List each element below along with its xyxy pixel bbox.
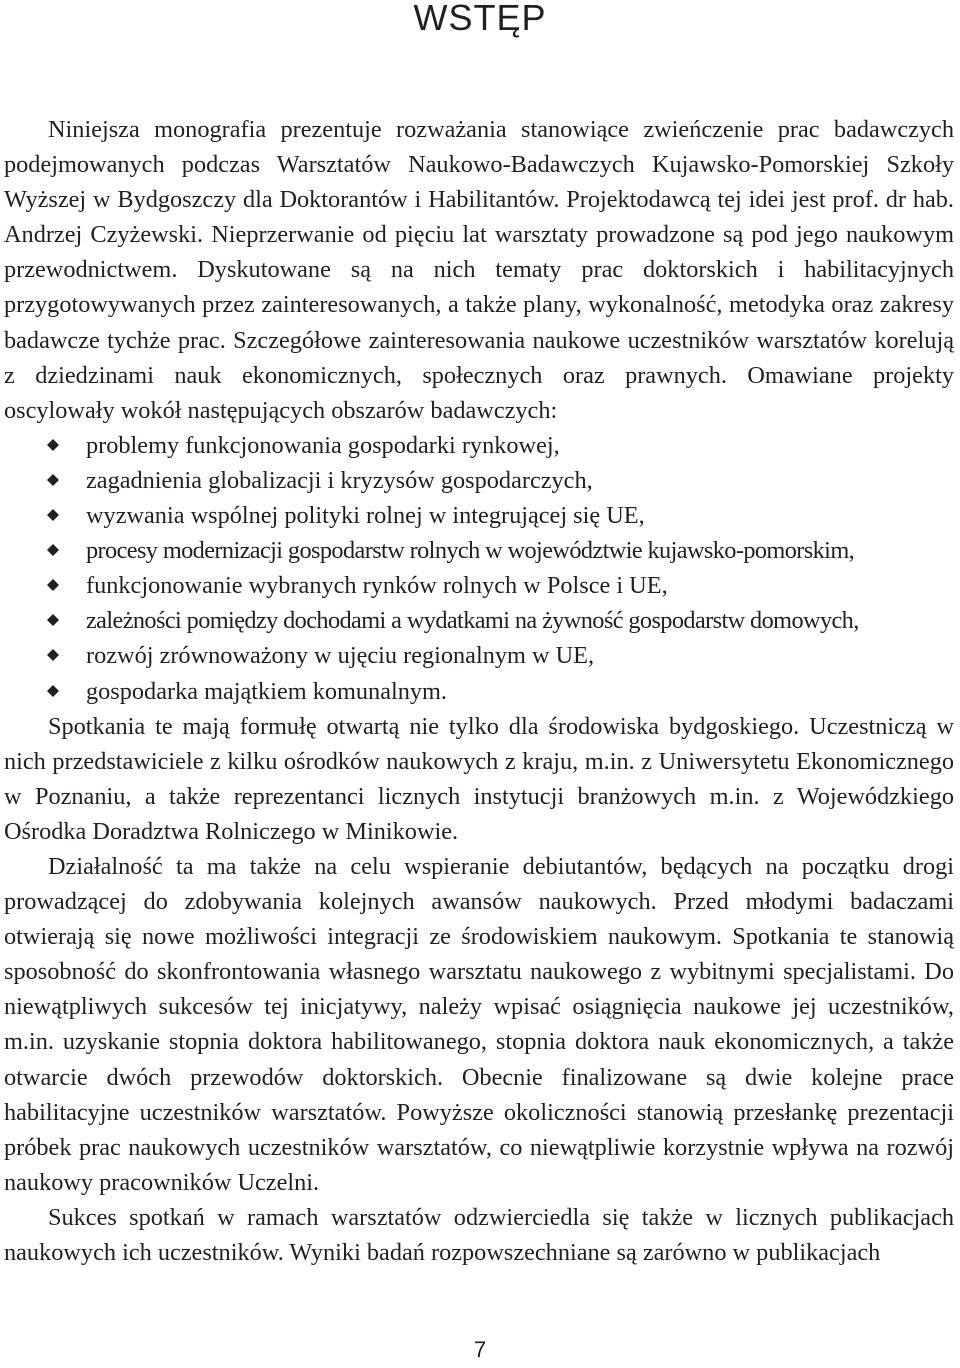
diamond-icon <box>47 544 59 556</box>
list-item <box>4 428 954 463</box>
list-item <box>4 498 954 533</box>
list-item-text: rozwój zrównoważony w ujęciu regionalnym w UE, <box>86 642 595 670</box>
diamond-icon <box>47 649 59 661</box>
research-topics-list <box>4 428 954 709</box>
diamond-icon <box>47 509 59 521</box>
diamond-icon <box>47 474 59 486</box>
page-title: WSTĘP <box>413 0 547 38</box>
list-item <box>4 603 954 638</box>
list-item-text: funkcjonowanie wybranych rynków rolnych w Polsce i UE, <box>86 572 668 600</box>
paragraph-3: Działalność ta ma także na celu wspieranie debiutantów, będących na początku drogi prowadzącej do zdobywania kolejnych awansów naukowych. Przed młodymi badaczami otwierają się nowe możliwości integracji ze środowiskiem naukowym. Spotkania te stanowią sposobność do skonfrontowania własnego warsztatu naukowego z wybitnymi specjalistami. Do niewątpliwych sukcesów tej inicjatywy, należy wpisać osiągnięcia naukowe jej uczestników, m.in. uzyskanie stopnia doktora habilitowanego, stopnia doktora nauk ekonomicznych, a także otwarcie dwóch przewodów doktorskich. Obecnie finalizowane są dwie kolejne prace habilitacyjne uczestników warsztatów. Powyższe okoliczności stanowią przesłankę prezentacji próbek prac naukowych uczestników warsztatów, co niewątpliwie korzystnie wpływa na rozwój naukowy pracowników Uczelni. <box>4 852 954 1196</box>
list-item <box>4 568 954 603</box>
paragraph-4: Sukces spotkań w ramach warsztatów odzwierciedla się także w licznych publikacjach naukowych ich uczestników. Wyniki badań rozpowszechniane są zarówno w publikacjach <box>4 1203 954 1266</box>
intro-paragraph: Niniejsza monografia prezentuje rozważania stanowiące zwieńczenie prac badawczych podejmowanych podczas Warsztatów Naukowo-Badawczych Kujawsko-Pomorskiej Szkoły Wyższej w Bydgoszczy dla Doktorantów i Habilitantów. Projektodawcą tej idei jest prof. dr hab. Andrzej Czyżewski. Nieprzerwanie od pięciu lat warsztaty prowadzone są pod jego naukowym przewodnictwem. Dyskutowane są na nich tematy prac doktorskich i habilitacyjnych przygotowywanych przez zainteresowanych, a także plany, wykonalność, metodyka oraz zakresy badawcze tychże prac. Szczegółowe zainteresowania naukowe uczestników warsztatów korelują z dziedzinami nauk ekonomicznych, społecznych oraz prawnych. Omawiane projekty oscylowały wokół następujących obszarów badawczych: <box>4 116 954 424</box>
diamond-icon <box>47 614 59 626</box>
list-item-text: problemy funkcjonowania gospodarki rynkowej, <box>86 431 560 459</box>
list-item <box>4 674 954 709</box>
list-item-text: gospodarka majątkiem komunalnym. <box>86 677 448 705</box>
diamond-icon <box>47 685 59 697</box>
list-item-text: zależności pomiędzy dochodami a wydatkami na żywność gospodarstw domowych, <box>86 607 859 635</box>
document-body <box>4 112 954 1270</box>
diamond-icon <box>47 439 59 451</box>
paragraph-2: Spotkania te mają formułę otwartą nie tylko dla środowiska bydgoskiego. Uczestniczą w nich przedstawiciele z kilku ośrodków naukowych z kraju, m.in. z Uniwersytetu Ekonomicznego w Poznaniu, a także reprezentanci licznych instytucji branżowych m.in. z Wojewódzkiego Ośrodka Doradztwa Rolniczego w Minikowie. <box>4 712 954 845</box>
page-number: 7 <box>473 1337 487 1362</box>
list-item <box>4 463 954 498</box>
list-item-text: zagadnienia globalizacji i kryzysów gospodarczych, <box>86 466 593 494</box>
list-item <box>4 533 954 568</box>
list-item <box>4 638 954 673</box>
diamond-icon <box>47 579 59 591</box>
list-item-text: wyzwania wspólnej polityki rolnej w integrującej się UE, <box>86 502 645 530</box>
list-item-text: procesy modernizacji gospodarstw rolnych w województwie kujawsko-pomorskim, <box>86 537 855 565</box>
